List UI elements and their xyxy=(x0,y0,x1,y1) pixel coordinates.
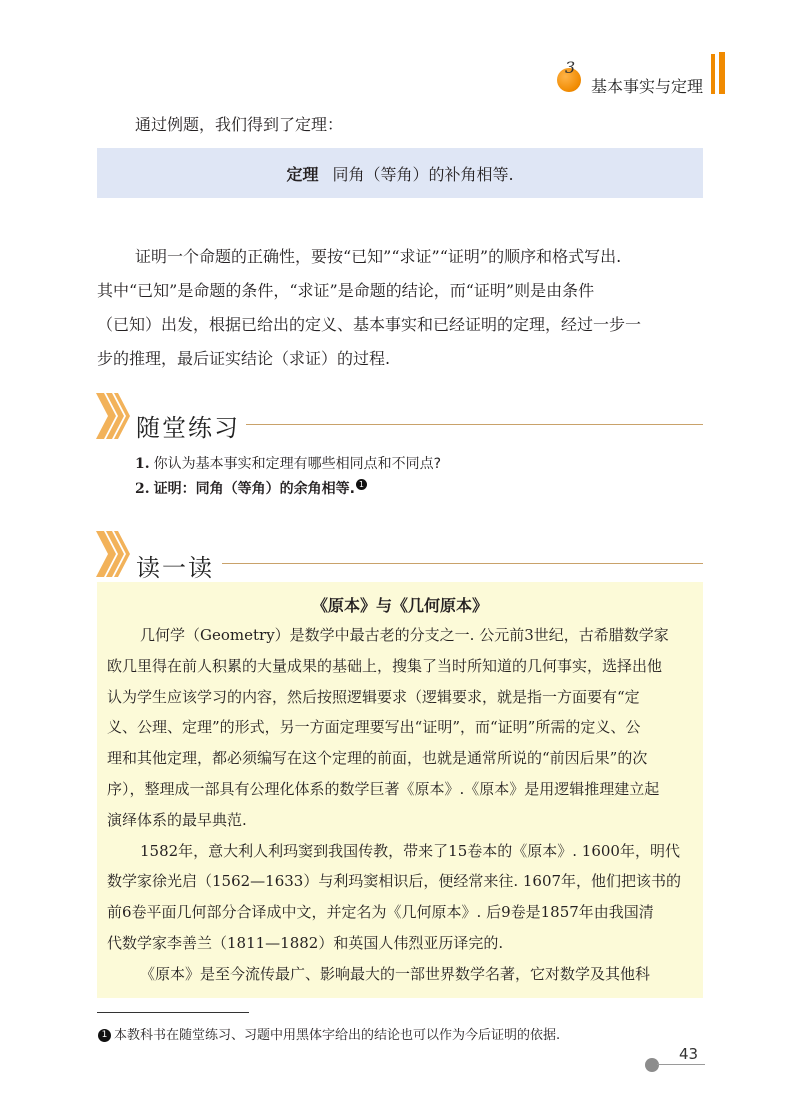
exercise-item xyxy=(135,453,441,473)
heading-rule xyxy=(246,424,703,425)
paragraph-line: （已知）出发，根据已给出的定义、基本事实和已经证明的定理，经过一步一 xyxy=(97,315,642,334)
intro-text: 通过例题，我们得到了定理： xyxy=(135,115,344,134)
header-accent-bar xyxy=(711,54,715,94)
page-rule xyxy=(657,1064,705,1065)
paragraph-line: 证明一个命题的正确性，要按“已知”“求证”“证明”的顺序和格式写出. xyxy=(135,247,622,266)
footnote-marker: 1 xyxy=(98,1029,111,1042)
footnote-text: 本教科书在随堂练习、习题中用黑体字给出的结论也可以作为今后证明的依据. xyxy=(114,1028,561,1043)
reading-line: 序），整理成一部具有公理化体系的数学巨著《原本》.《原本》是用逻辑推理建立起 xyxy=(107,779,660,798)
reading-title: 《原本》与《几何原本》 xyxy=(311,596,488,615)
footnote xyxy=(97,1024,560,1043)
footnote-marker[interactable]: 1 xyxy=(356,479,367,490)
chevron-decor-icon xyxy=(96,393,136,439)
chapter-number: 3 xyxy=(565,58,576,77)
reading-heading: 读一读 xyxy=(136,554,214,582)
theorem-box xyxy=(97,148,703,198)
reading-line: 欧几里得在前人积累的大量成果的基础上，搜集了当时所知道的几何事实，选择出他 xyxy=(107,656,663,675)
practice-heading: 随堂练习 xyxy=(136,414,240,442)
theorem-text: 同角（等角）的补角相等. xyxy=(332,164,514,184)
reading-line: 《原本》是至今流传最广、影响最大的一部世界数学名著，它对数学及其他科 xyxy=(140,964,651,983)
reading-line: 认为学生应该学习的内容，然后按照逻辑要求（逻辑要求，就是指一方面要有“定 xyxy=(107,687,640,706)
exercise-text: 证明：同角（等角）的余角相等. xyxy=(153,481,355,497)
reading-line: 义、公理、定理”的形式，另一方面定理要写出“证明”，而“证明”所需的定义、公 xyxy=(107,718,641,737)
reading-line: 演绎体系的最早典范. xyxy=(107,810,247,829)
footnote-rule xyxy=(97,1012,249,1013)
reading-body xyxy=(107,620,697,990)
exercise-item xyxy=(135,478,367,498)
page-dot-icon xyxy=(645,1058,659,1072)
exercise-number: 1. xyxy=(135,456,150,472)
exercise-text: 你认为基本事实和定理有哪些相同点和不同点? xyxy=(153,456,442,472)
paragraph-line: 步的推理，最后证实结论（求证）的过程. xyxy=(97,349,391,368)
reading-line: 理和其他定理，都必须编写在这个定理的前面，也就是通常所说的“前因后果”的次 xyxy=(107,749,648,768)
proof-paragraph xyxy=(97,240,703,376)
chapter-title: 基本事实与定理 xyxy=(591,77,704,96)
header-accent-bar-thick xyxy=(719,52,725,94)
reading-line: 1582年，意大利人利玛窦到我国传教，带来了15卷本的《原本》. 1600年，明代 xyxy=(140,841,680,860)
reading-line: 代数学家李善兰（1811—1882）和英国人伟烈亚历译完的. xyxy=(107,933,504,952)
heading-rule xyxy=(222,563,703,564)
paragraph-line: 其中“已知”是命题的条件，“求证”是命题的结论，而“证明”则是由条件 xyxy=(97,281,595,300)
reading-line: 数学家徐光启（1562—1633）与利玛窦相识后，便经常来往. 1607年，他们把该书的 xyxy=(107,872,682,891)
theorem-label: 定理 xyxy=(286,164,319,184)
chevron-decor-icon xyxy=(96,531,136,577)
reading-line: 前6卷平面几何部分合译成中文，并定名为《几何原本》. 后9卷是1857年由我国清 xyxy=(107,903,654,922)
exercise-number: 2. xyxy=(135,481,150,497)
reading-line: 几何学（Geometry）是数学中最古老的分支之一. 公元前3世纪，古希腊数学家 xyxy=(140,626,669,644)
page-number: 43 xyxy=(679,1045,699,1063)
